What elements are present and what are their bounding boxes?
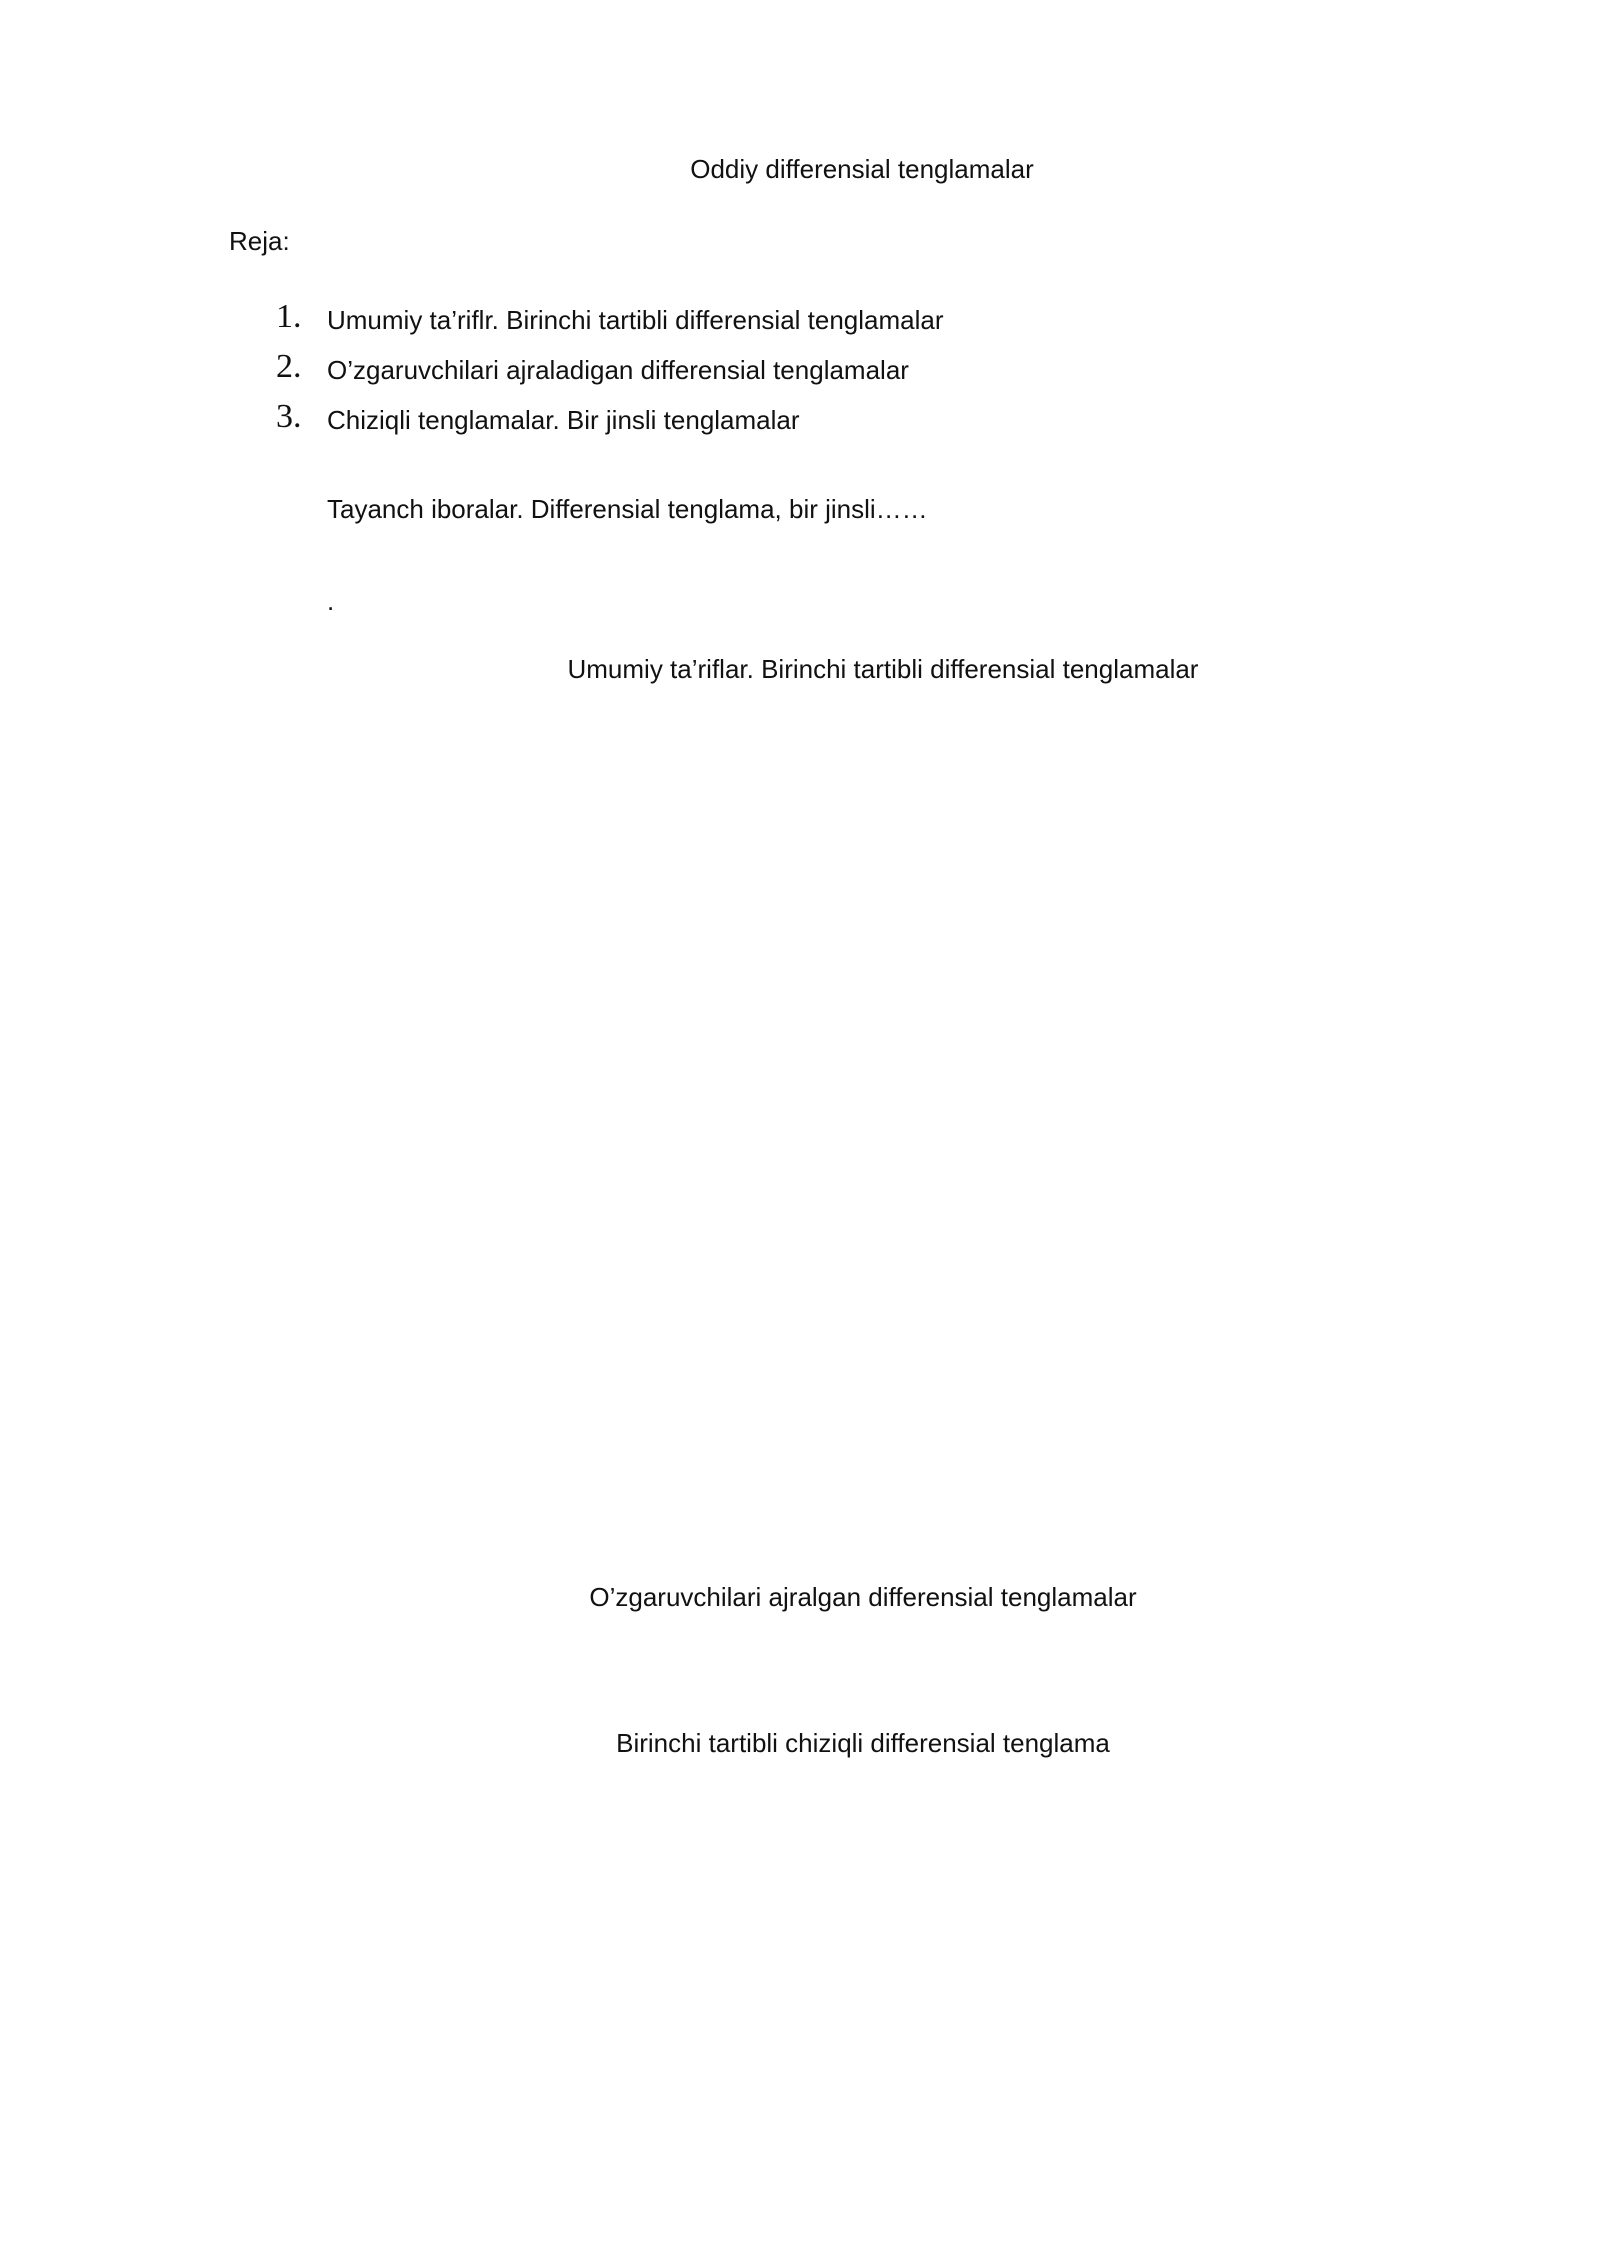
- stray-dot: .: [327, 586, 335, 616]
- plan-label: Reja:: [229, 226, 290, 256]
- plan-item-text: Chiziqli tenglamalar. Bir jinsli tenglamalar: [327, 405, 800, 435]
- section-heading-separable-equations: O’zgaruvchilari ajralgan differensial tenglamalar: [589, 1582, 1137, 1612]
- plan-item: [276, 392, 944, 442]
- plan-item-number: 1.: [276, 298, 302, 335]
- plan-item-number: 3.: [276, 398, 302, 435]
- plan-item-number: 2.: [276, 348, 302, 385]
- plan-item: [276, 342, 944, 392]
- section-heading-linear-equation: Birinchi tartibli chiziqli differensial tenglama: [616, 1728, 1110, 1758]
- plan-item: [276, 292, 944, 342]
- document-title: Oddiy differensial tenglamalar: [690, 154, 1034, 184]
- plan-list: [276, 292, 944, 442]
- keywords-paragraph: Tayanch iboralar. Differensial tenglama, bir jinsli……: [327, 494, 928, 524]
- plan-item-text: O’zgaruvchilari ajraladigan differensial tenglamalar: [327, 355, 909, 385]
- plan-item-text: Umumiy ta’riflr. Birinchi tartibli differensial tenglamalar: [327, 305, 944, 335]
- section-heading-general-definitions: Umumiy ta’riflar. Birinchi tartibli differensial tenglamalar: [567, 654, 1199, 684]
